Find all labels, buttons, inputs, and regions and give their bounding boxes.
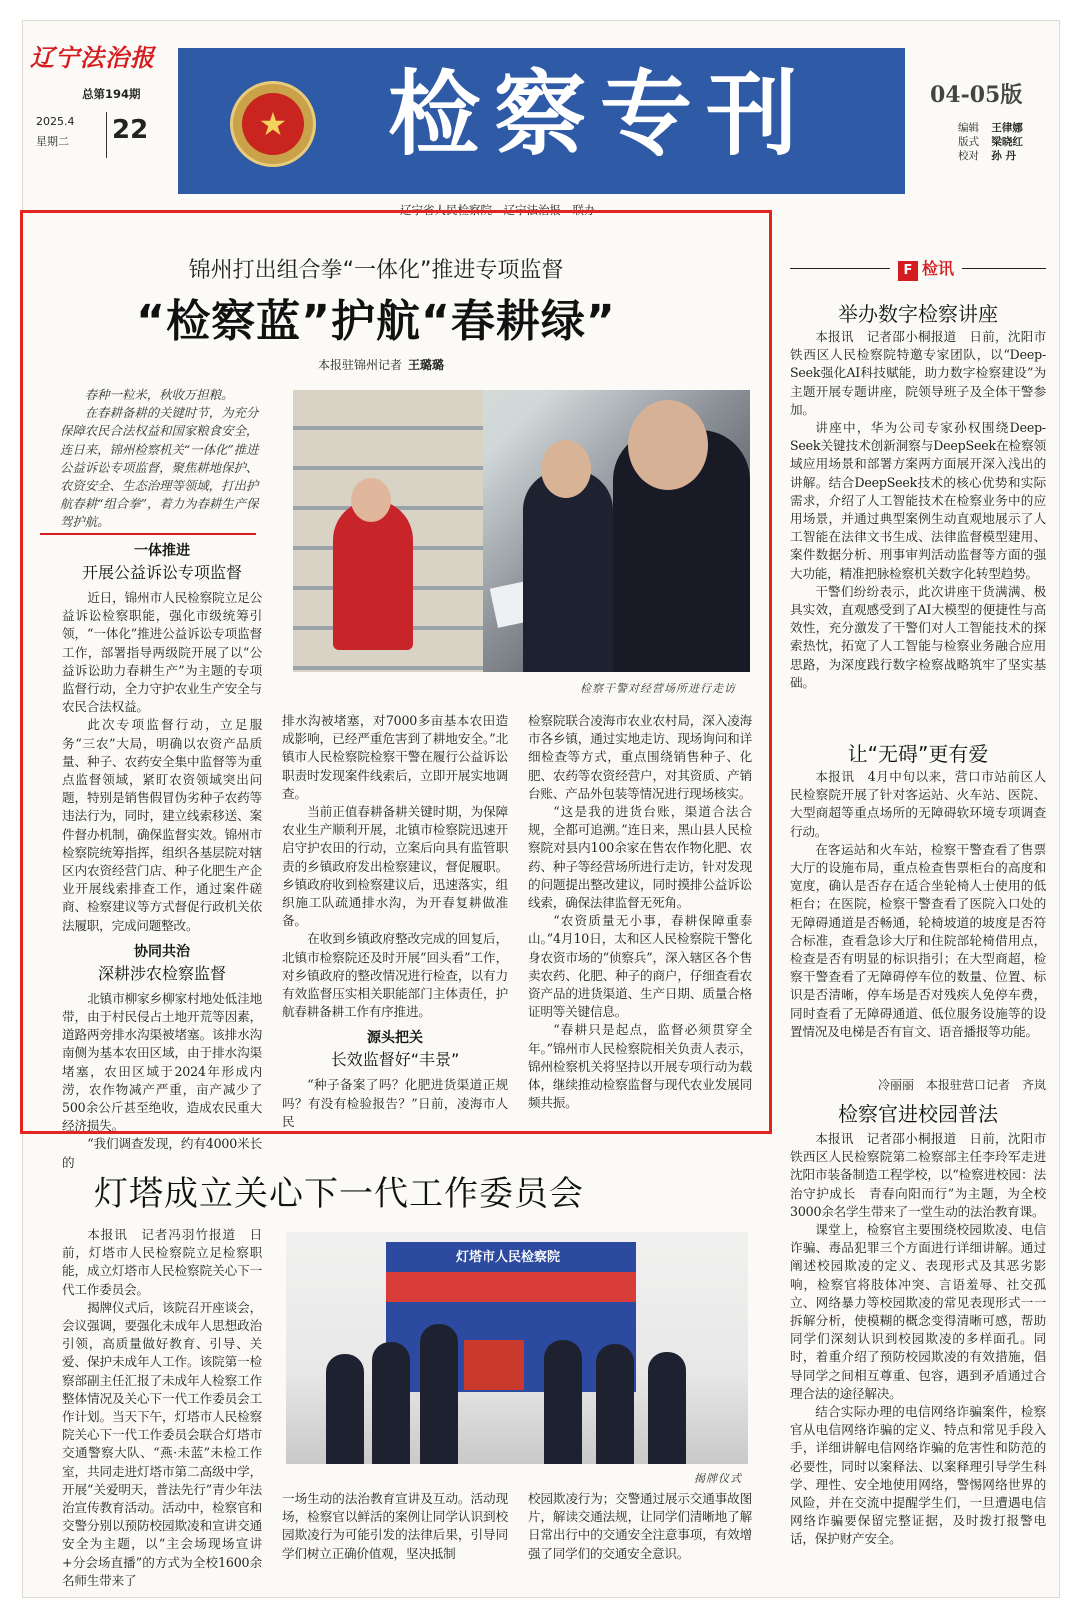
sidebar-headline: 举办数字检察讲座 — [838, 302, 998, 326]
article-paragraph: “种子备案了吗？化肥进货渠道正规吗？有没有检验报告？”日前，凌海市人民 — [282, 1077, 508, 1129]
feature-byline — [318, 356, 444, 373]
article-paragraph: 揭牌仪式后，该院召开座谈会，会议强调，要强化未成年人思想政治引领，高质量做好教育、引导、关爱、保护未成年人工作。该院第一检察部副主任汇报了未成年人检察工作整体情况及关心下一代工作委员会工作计划。当天下午，灯塔市人民检察院关心下一代工作委员会联合灯塔市交通警察大队、“燕·未蓝”未检工作室，共同走进灯塔市第二高级中学，开展“关爱明天，普法先行”青少年法治宣传教育活动。活动中，检察官和交警分别以预防校园欺凌和宣讲交通安全为主题，以“主会场现场宣讲+分会场直播”的方式为全校1600余名师生带来了 — [62, 1299, 262, 1588]
article-paragraph: “这是我的进货台账，渠道合法合规，全都可追溯。”连日来，黑山县人民检察院对县内100余家在售农作物化肥、农药、种子等经营场所进行走访，针对发现的问题提出整改建议，同时摸排公益诉讼线索，确保法律监督无死角。 — [528, 804, 752, 911]
article-paragraph: 本报讯 记者冯羽竹报道 日前，灯塔市人民检察院立足检察职能，成立灯塔市人民检察院关心下一代工作委员会。 — [62, 1227, 262, 1297]
issue-year-month: 2025.4 — [36, 115, 75, 128]
feature-headline: “检察蓝”护航“春耕绿” — [136, 296, 616, 347]
feature-lead — [60, 386, 260, 532]
article-paragraph: 近日，锦州市人民检察院立足公益诉讼检察职能，强化市级统筹引领，“一体化”推进公益诉讼专项监督工作，部署指导两级院开展了以“公益诉讼助力春耕生产”为主题的专项监督行动，全力守护农业生产安全与农民合法权益。 — [62, 590, 262, 715]
article-paragraph: 本报讯 记者邵小桐报道 日前，沈阳市铁西区人民检察院特邀专家团队，以“Deep-Seek强化AI科技赋能，助力数字检察建设”为主题开展专题讲座，院领导班子及全体干警参加。 — [790, 329, 1046, 417]
article-paragraph: “农资质量无小事，春耕保障重泰山。”4月10日，太和区人民检察院干警化身农资市场的“侦察兵”，深入辖区各个售卖农药、化肥、种子的商户，仔细查看农资产品的进货渠道、生产日期、质量合格证明等关键信息。 — [528, 913, 752, 1020]
issue-weekday: 星期二 — [36, 135, 69, 148]
section-subhead: 开展公益诉讼专项监督 — [81, 563, 242, 582]
lead-paragraph: 在春耕备耕的关键时节，为充分保障农民合法权益和国家粮食安全，连日来，锦州检察机关“一体化”推进公益诉讼专项监督，聚焦耕地保护、农资安全、生态治理等领域，打出护航春耕“组合拳”，着力为春耕生产保驾护航。 — [60, 405, 259, 530]
section-banner — [178, 48, 905, 194]
section-subhead: 一体推进 — [134, 543, 190, 559]
article-paragraph: 在客运站和火车站，检察干警查看了售票大厅的设施布局，重点检查售票柜台的高度和宽度，确认是否存在适合坐轮椅人士使用的低柜台；在医院，检察干警查看了医院入口处的无障碍通道是否畅通，轮椅坡道的坡度是否符合标准，查看急诊大厅和住院部轮椅借用点，检查是否有明显的标识指引；在大型商超，检察干警查看了无障碍停车位的数量、位置、标识是否清晰，停车场是否对残疾人免停车费，同时查看了无障碍通道、低位服务设施等的设置情况及电梯是否有盲文、语音播报等功能。 — [790, 841, 1046, 1039]
banner-title: 检察专刊 — [388, 61, 813, 168]
staff-credits — [958, 121, 1023, 163]
article-paragraph: “我们调查发现，约有4000米长的 — [62, 1136, 262, 1170]
article-paragraph: 检察院联合凌海市农业农村局，深入凌海市各乡镇，通过实地走访、现场询问和详细检查等方式，重点围绕销售种子、化肥、农药等农资经营户，对其资质、产销台账、产品外包装等情况进行现场核实。 — [528, 713, 752, 801]
staff-role: 编辑 — [958, 122, 979, 134]
byline-prefix: 本报驻锦州记者 — [318, 358, 403, 372]
article-paragraph: 干警们纷纷表示，此次讲座干货满满、极具实效，直观感受到了AI大模型的便捷性与高效性，充分激发了干警们对人工智能技术的探索热忱，拓宽了人工智能与检察业务融合应用思路，为深度践行数字检察战略筑牢了坚实基础。 — [790, 583, 1046, 690]
article-paragraph: 在收到乡镇政府整改完成的回复后，北镇市检察院还及时开展“回头看”工作，对乡镇政府的整改情况进行检查，以有力有效监督压实相关职能部门主体责任，护航春耕备耕工作有序推进。 — [282, 931, 508, 1020]
sidebar-story-3 — [790, 1130, 1046, 1590]
newspaper-logo: 辽宁法治报 — [30, 43, 155, 72]
procuratorate-emblem-icon: ★ — [230, 81, 316, 167]
feature-column-3 — [528, 712, 752, 1122]
article-paragraph: 当前正值春耕备耕关键时期，为保障农业生产顺利开展，北镇市检察院迅速开启守护农田的行动，立案后向具有监管职责的乡镇政府发出检察建议，督促履职。乡镇政府收到检察建议后，迅速落实，组织施工队疏通排水沟，为开春复耕做准备。 — [282, 804, 508, 929]
staff-role: 校对 — [958, 150, 979, 162]
article-paragraph: 北镇市柳家乡柳家村地处低洼地带，由于村民侵占土地开荒等因素，道路两旁排水沟渠被堵塞。该排水沟南侧为基本农田区域，由于排水沟渠堵塞，农田区域于2024年形成内涝，农作物减产严重，亩产减少了500余公斤甚至绝收，造成农民重大经济损失。 — [62, 990, 262, 1134]
issue-number: 总第194期 — [82, 87, 141, 101]
photo-caption: 检察干警对经营场所进行走访 — [580, 682, 736, 695]
article-paragraph: 排水沟被堵塞，对7000多亩基本农田造成影响，已经严重危害到了耕地安全。”北镇市人民检察院检察干警在履行公益诉讼职责时发现案件线索后，立即开展实地调查。 — [282, 713, 508, 801]
sidebar-story-1 — [790, 328, 1046, 726]
issue-date — [36, 112, 75, 152]
article-paragraph: 校园欺凌行为；交警通过展示交通事故图片，解读交通法规，让同学们清晰地了解日常出行中的交通安全注意事项，有效增强了同学们的交通安全意识。 — [528, 1491, 752, 1561]
article-paragraph: 课堂上，检察官主要围绕校园欺凌、电信诈骗、毒品犯罪三个方面进行详细讲解。通过阐述校园欺凌的定义、表现形式及其恶劣影响，检察官将肢体冲突、言语羞辱、社交孤立、网络暴力等校园欺凌的常见表现形式一一拆解分析，使模糊的概念变得清晰可感，帮助同学们深刻认识到校园欺凌的多样面孔。同时，着重介绍了预防校园欺凌的有效措施，倡导同学之间相互尊重、包容，遇到矛盾通过合理合法的途径解决。 — [790, 1222, 1046, 1401]
article-paragraph: 一场生动的法治教育宣讲及互动。活动现场，检察官以鲜活的案例让同学认识到校园欺凌行为可能引发的法律后果，引导同学们树立正确价值观，坚决抵制 — [282, 1491, 508, 1561]
section-subhead: 源头把关 — [367, 1030, 423, 1047]
section-subhead: 深耕涉农检察监督 — [97, 963, 226, 983]
photo-sign: 灯塔市人民检察院 — [456, 1250, 561, 1265]
divider — [106, 112, 107, 158]
feature-photo — [293, 390, 750, 672]
section-tag-label: 检讯 — [922, 259, 955, 278]
article-paragraph: 此次专项监督行动，立足服务“三农”大局，明确以农资产品质量、种子、农药安全集中监督等为重点监督领域，紧盯农资领域突出问题，特别是销售假冒伪劣种子农药等违法行为，同时，建立线索移送、案件督办机制，确保监督实效。锦州市检察院统筹指挥，组织各基层院对辖区内农资经营门店、种子化肥生产企业开展线索排查工作，通过案件磋商、检察建议等方式督促行政机关依法履职，完成问题整改。 — [62, 717, 262, 933]
section-subhead: 协同共治 — [134, 943, 190, 960]
article-paragraph: 本报讯 4月中旬以来，营口市站前区人民检察院开展了针对客运站、火车站、医院、大型商超等重点场所的无障碍软环境专项调查行动。 — [790, 769, 1046, 839]
divider — [40, 533, 256, 535]
photo-caption: 揭牌仪式 — [694, 1472, 742, 1485]
staff-name: 王律娜 — [991, 122, 1023, 134]
sidebar-story-2 — [790, 768, 1046, 1074]
section-tag-icon: F — [898, 261, 918, 281]
section-tag — [890, 256, 962, 281]
byline-name: 王璐璐 — [408, 358, 445, 372]
sidebar-headline: 让“无碍”更有爱 — [847, 742, 989, 766]
staff-name: 梁晓红 — [991, 136, 1023, 148]
bottom-column-1 — [62, 1226, 262, 1588]
edition-label: 04-05版 — [930, 82, 1023, 108]
issue-day: 22 — [112, 115, 149, 145]
feature-column-1 — [62, 540, 262, 1170]
article-paragraph: 本报讯 记者邵小桐报道 日前，沈阳市铁西区人民检察院第二检察部主任李玲军走进沈阳市装备制造工程学校，以“检察进校园：法治守护成长 青春向阳而行”为主题，为全校3000余名学生带来了一堂生动的法治教育课。 — [790, 1131, 1046, 1219]
sidebar-headline: 检察官进校园普法 — [838, 1102, 998, 1126]
feature-kicker: 锦州打出组合拳“一体化”推进专项监督 — [188, 258, 564, 283]
bottom-column-3 — [528, 1490, 752, 1586]
article-paragraph: “春耕只是起点，监督必须贯穿全年。”锦州市人民检察院相关负责人表示，锦州检察机关将坚持以开展专项行动为载体，继续推动检察监督与现代农业发展同频共振。 — [528, 1022, 752, 1111]
bottom-headline: 灯塔成立关心下一代工作委员会 — [94, 1174, 584, 1214]
article-paragraph: 结合实际办理的电信网络诈骗案件，检察官从电信网络诈骗的定义、特点和常见手段入手，详细讲解电信网络诈骗的危害性和防范的必要性，同时以案释法、以案释理引导学生科学、理性、安全地使用网络，警惕网络世界的风险，并在交流中提醒学生们，一旦遭遇电信网络诈骗要保留完整证据，及时拨打报警电话，保护财产安全。 — [790, 1404, 1046, 1547]
organizers-line: 辽宁省人民检察院 辽宁法治报 联办 — [400, 203, 596, 217]
article-paragraph: 讲座中，华为公司专家孙权围绕Deep-Seek关键技术创新洞察与DeepSeek在检察领域应用场景和部署方案两方面展开深入浅出的讲解。结合DeepSeek技术的核心优势和实际需求，介绍了人工智能技术在检察业务中的应用场景，并通过典型案例生动直观地展示了人工智能在法律文书生成、法律监督模型建用、案件数据分析、刑事审判活动监督等方面的强大功能，精准把脉检察机关数字化转型趋势。 — [790, 420, 1046, 581]
section-subhead: 长效监督好“丰景” — [330, 1050, 460, 1070]
feature-column-2 — [282, 712, 508, 1129]
staff-name: 孙 丹 — [991, 150, 1016, 162]
lead-paragraph: 春种一粒米，秋收万担粮。 — [84, 387, 234, 402]
bottom-photo — [286, 1232, 748, 1464]
story-byline: 冷丽丽 本报驻营口记者 齐岚 — [877, 1078, 1046, 1092]
staff-role: 版式 — [958, 136, 979, 148]
bottom-column-2 — [282, 1490, 508, 1586]
